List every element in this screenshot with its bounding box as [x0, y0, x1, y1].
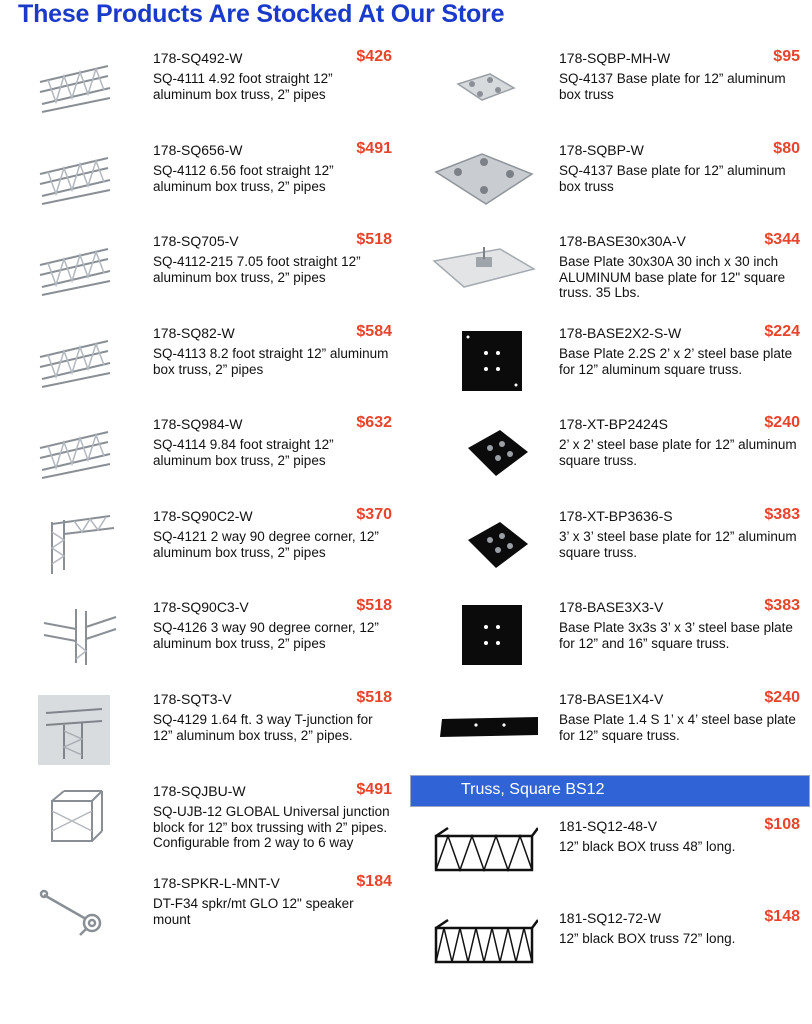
product-item[interactable]	[410, 416, 812, 504]
product-item[interactable]	[0, 599, 400, 687]
product-price: $584	[356, 323, 392, 340]
product-price: $184	[356, 873, 392, 890]
product-price: $383	[764, 597, 800, 614]
product-sku: 178-BASE1X4-V	[559, 691, 664, 707]
product-item[interactable]	[410, 142, 812, 230]
product-description: SQ-4129 1.64 ft. 3 way T-junction for 12” aluminum box truss, 2” pipes.	[153, 712, 373, 743]
straight-truss-icon	[30, 237, 122, 303]
section-heading-bar	[410, 775, 810, 807]
aluminum-base-plate-icon	[428, 237, 538, 303]
product-description: SQ-4137 Base plate for 12” aluminum box truss	[559, 163, 786, 194]
product-sku: 178-SQ492-W	[153, 50, 243, 66]
product-sku: 178-XT-BP3636-S	[559, 508, 673, 524]
product-price: $632	[356, 414, 392, 431]
straight-truss-icon	[30, 420, 122, 486]
product-item[interactable]	[0, 325, 400, 413]
straight-truss-icon	[30, 329, 122, 395]
product-sku: 178-SQ90C2-W	[153, 508, 253, 524]
product-price: $518	[356, 597, 392, 614]
steel-base-plate-icon	[428, 329, 538, 395]
product-price: $240	[764, 414, 800, 431]
product-description: SQ-4111 4.92 foot straight 12” aluminum box truss, 2” pipes	[153, 71, 333, 102]
product-item[interactable]	[410, 691, 812, 779]
product-description: DT-F34 spkr/mt GLO 12" speaker mount	[153, 896, 354, 927]
product-price: $95	[773, 48, 800, 65]
product-item[interactable]	[410, 599, 812, 687]
straight-truss-icon	[30, 146, 122, 212]
product-description: Base Plate 30x30A 30 inch x 30 inch ALUMINUM base plate for 12" square truss. 35 Lbs.	[559, 254, 786, 300]
product-description: Base Plate 2.2S 2’ x 2’ steel base plate for 12” aluminum square truss.	[559, 346, 793, 377]
product-sku: 178-SQBP-MH-W	[559, 50, 671, 66]
product-description: 12” black BOX truss 48” long.	[559, 839, 736, 854]
product-description: SQ-4113 8.2 foot straight 12” aluminum box truss, 2” pipes	[153, 346, 389, 377]
product-item[interactable]	[0, 691, 400, 779]
product-price: $518	[356, 689, 392, 706]
product-price: $370	[356, 506, 392, 523]
product-sku: 178-SQBP-W	[559, 142, 644, 158]
product-price: $344	[764, 231, 800, 248]
product-item[interactable]	[0, 875, 400, 963]
product-price: $148	[764, 908, 800, 925]
product-price: $80	[773, 140, 800, 157]
product-price: $491	[356, 140, 392, 157]
aluminum-base-plate-icon	[428, 146, 538, 212]
product-price: $108	[764, 816, 800, 833]
black-box-truss-icon	[428, 914, 538, 980]
product-sku: 178-SQ90C3-V	[153, 599, 249, 615]
speaker-mount-icon	[30, 879, 122, 945]
product-description: SQ-4126 3 way 90 degree corner, 12” aluminum box truss, 2” pipes	[153, 620, 379, 651]
product-item[interactable]	[410, 233, 812, 321]
product-item[interactable]	[0, 416, 400, 504]
small-base-plate-icon	[428, 54, 538, 120]
black-box-truss-icon	[428, 822, 538, 888]
product-item[interactable]	[0, 783, 400, 871]
product-item[interactable]	[410, 325, 812, 413]
straight-truss-icon	[30, 54, 122, 120]
product-description: SQ-4114 9.84 foot straight 12” aluminum box truss, 2” pipes	[153, 437, 334, 468]
product-price: $240	[764, 689, 800, 706]
product-item[interactable]	[410, 910, 812, 998]
product-item[interactable]	[0, 142, 400, 230]
product-sku: 178-SQ705-V	[153, 233, 239, 249]
steel-base-plate-angled-icon	[428, 512, 538, 578]
product-item[interactable]	[410, 508, 812, 596]
product-description: SQ-4137 Base plate for 12” aluminum box truss	[559, 71, 786, 102]
product-price: $224	[764, 323, 800, 340]
junction-block-icon	[30, 787, 122, 853]
product-description: Base Plate 1.4 S 1’ x 4’ steel base plate for 12” square truss.	[559, 712, 796, 743]
corner-truss-icon	[30, 512, 122, 578]
page-title: These Products Are Stocked At Our Store	[18, 0, 505, 28]
section-heading: Truss, Square BS12	[461, 781, 605, 798]
product-description: SQ-4112-215 7.05 foot straight 12” aluminum box truss, 2” pipes	[153, 254, 361, 285]
product-item[interactable]	[410, 818, 812, 906]
steel-base-plate-angled-icon	[428, 420, 538, 486]
steel-base-plate-icon	[428, 603, 538, 669]
product-item[interactable]	[410, 50, 812, 138]
product-sku: 178-SQ82-W	[153, 325, 235, 341]
product-item[interactable]	[0, 233, 400, 321]
product-price: $426	[356, 48, 392, 65]
product-sku: 178-BASE30x30A-V	[559, 233, 686, 249]
product-sku: 178-SQ984-W	[153, 416, 243, 432]
product-price: $518	[356, 231, 392, 248]
product-sku: 178-XT-BP2424S	[559, 416, 668, 432]
product-sku: 178-BASE2X2-S-W	[559, 325, 682, 341]
product-description: Base Plate 3x3s 3’ x 3’ steel base plate for 12” and 16” square truss.	[559, 620, 793, 651]
product-price: $491	[356, 781, 392, 798]
product-description: 2’ x 2’ steel base plate for 12” aluminum square truss.	[559, 437, 797, 468]
product-item[interactable]	[0, 508, 400, 596]
long-steel-plate-icon	[428, 695, 538, 761]
product-sku: 178-SPKR-L-MNT-V	[153, 875, 280, 891]
product-description: 12” black BOX truss 72” long.	[559, 931, 736, 946]
product-description: 3’ x 3’ steel base plate for 12” aluminum square truss.	[559, 529, 797, 560]
product-sku: 178-SQT3-V	[153, 691, 232, 707]
t-junction-truss-icon	[38, 695, 110, 765]
product-item[interactable]	[0, 50, 400, 138]
product-sku: 178-SQ656-W	[153, 142, 243, 158]
product-sku: 181-SQ12-48-V	[559, 818, 658, 834]
corner-3way-truss-icon	[30, 603, 122, 669]
product-description: SQ-4112 6.56 foot straight 12” aluminum box truss, 2” pipes	[153, 163, 334, 194]
product-price: $383	[764, 506, 800, 523]
product-description: SQ-4121 2 way 90 degree corner, 12” aluminum box truss, 2” pipes	[153, 529, 379, 560]
product-sku: 178-SQJBU-W	[153, 783, 246, 799]
product-sku: 181-SQ12-72-W	[559, 910, 661, 926]
product-sku: 178-BASE3X3-V	[559, 599, 664, 615]
product-description: SQ-UJB-12 GLOBAL Universal junction block for 12” box trussing with 2” pipes. Configurable from 2 way to 6 way	[153, 804, 390, 850]
